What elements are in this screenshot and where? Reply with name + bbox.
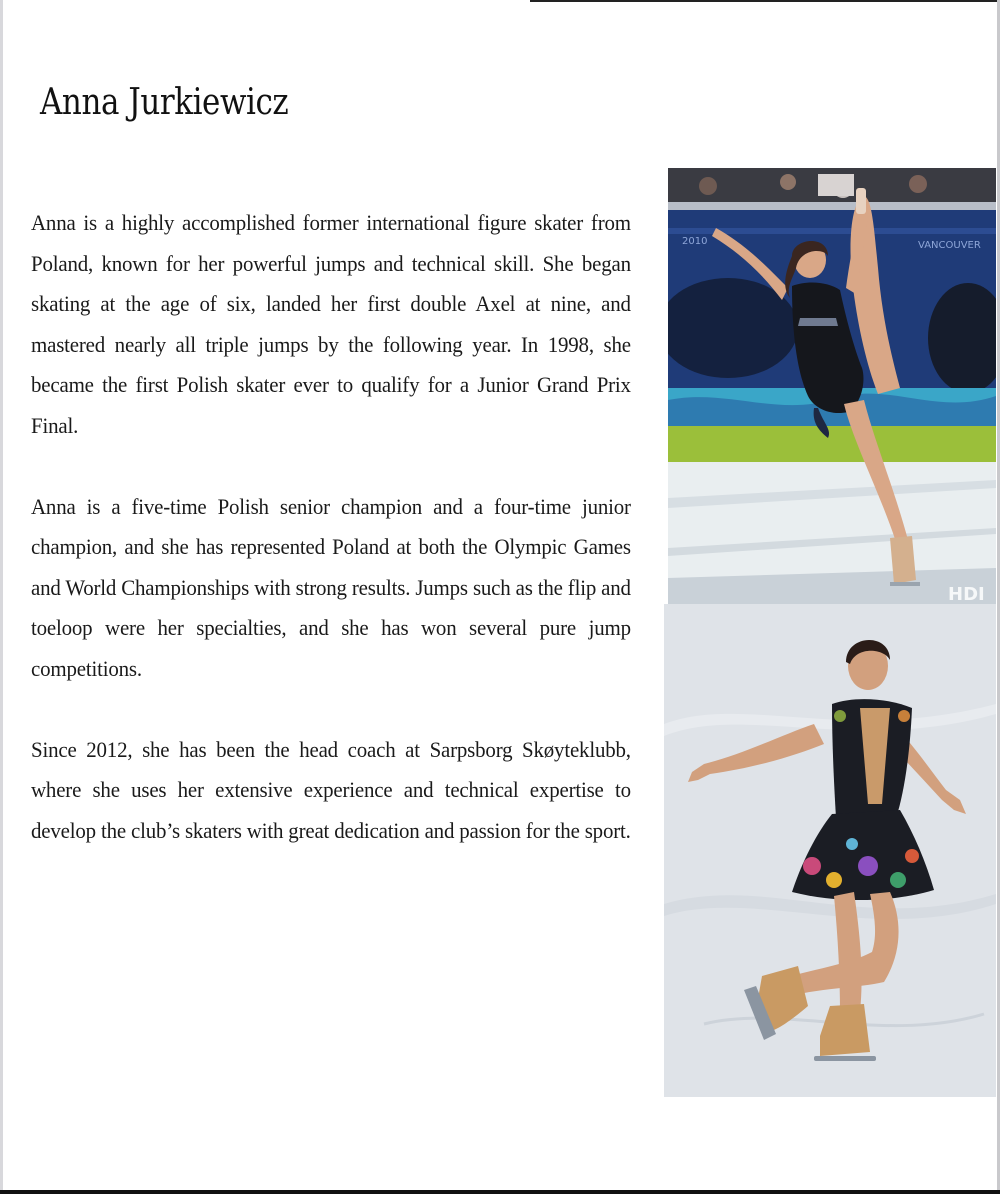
- skater-glide-photo: [664, 604, 996, 1097]
- bio-paragraph-3: Since 2012, she has been the head coach at Sarpsborg Skøyteklubb, where she uses her extensive experience and technical expertise to develop the club’s skaters with great dedication and passion for the sport.: [31, 736, 631, 843]
- page-left-edge: [0, 0, 3, 1194]
- svg-text:2010: 2010: [682, 236, 708, 247]
- svg-text:VANCOUVER: VANCOUVER: [918, 240, 981, 251]
- bio-paragraph-2: Anna is a five-time Polish senior champion and a four-time junior champion, and she has represented Poland at both the Olympic Games and World Championships with strong results. Jumps such as the flip and toeloop were her specialties, and she has won several pure jump competitions.: [31, 493, 631, 681]
- page-top-edge: [530, 0, 1000, 2]
- skater-spin-photo: [668, 168, 996, 604]
- page-title: Anna Jurkiewicz: [40, 82, 289, 123]
- page-bottom-edge: [0, 1190, 1000, 1194]
- bio-text: [31, 203, 631, 892]
- bio-paragraph-1: Anna is a highly accomplished former international figure skater from Poland, known for her powerful jumps and technical skill. She began skating at the age of six, landed her first double Axel at nine, and mastered nearly all triple jumps by the following year. In 1998, she became the first Polish skater ever to qualify for a Junior Grand Prix Final.: [31, 210, 631, 438]
- svg-text:HDI: HDI: [948, 584, 985, 604]
